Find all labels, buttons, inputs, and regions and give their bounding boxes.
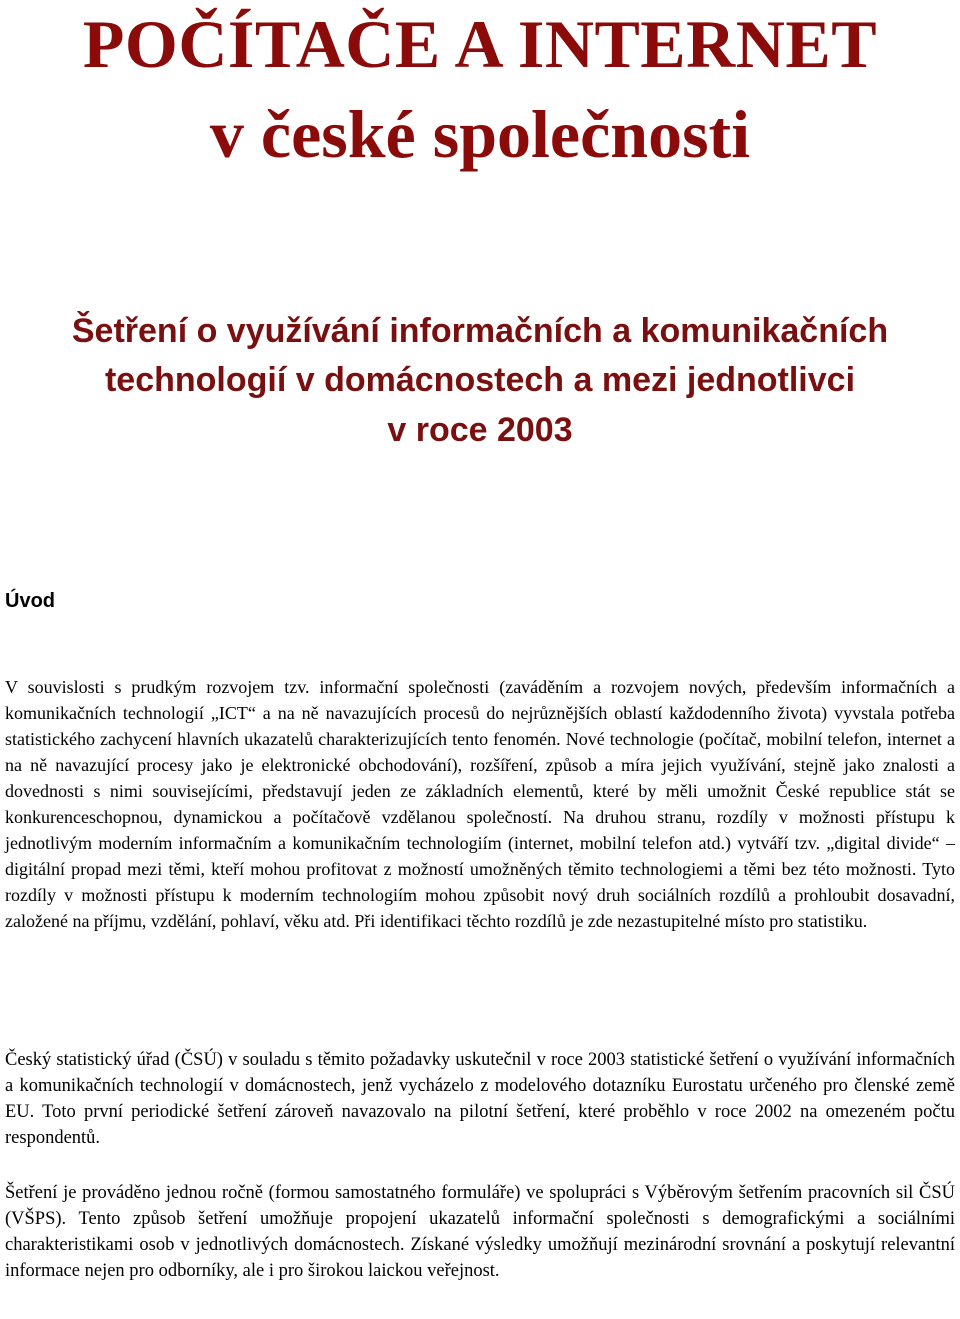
document-subtitle-line-3: v roce 2003 xyxy=(387,411,573,449)
document-title-line-2: v české společnosti xyxy=(209,96,751,172)
intro-paragraph: V souvislosti s prudkým rozvojem tzv. informační společnosti (zaváděním a rozvojem nových, především informačních a komunikačních technologií „ICT“ a na ně navazujících procesů do nejrůznějších oblastí každodenního života) vyvstala potřeba statistického zachycení hlavních ukazatelů charakterizujících tento fenomén. Nové technologie (počítač, mobilní telefon, internet a na ně navazující procesy jako je elektronické obchodování), rozšíření, způsob a míra jejich využívání, stejně jako znalosti a dovednosti s nimi souvisejícími, představují jeden ze základních elementů, které by měli umožnit České republice stát se konkurenceschopnou, dynamickou a počítačově vzdělanou společností. Na druhou stranu, rozdíly v možnosti přístupu k jednotlivým moderním informačním a komunikačním technologiím (internet, mobilní telefon atd.) vytváří tzv. „digital divide“ – digitální propad mezi těmi, kteří mohou profitovat z možností umožněných těmito technologiemi a těmi bez této možnosti. Tyto rozdíly v možnosti přístupu k moderním technologiím mohou způsobit nový druh sociálních rozdílů a prohloubit dosavadní, založené na příjmu, vzdělání, pohlaví, věku atd. Při identifikaci těchto rozdílů je zde nezastupitelné místo pro statistiku. xyxy=(5,677,955,931)
survey-method-paragraph: Šetření je prováděno jednou ročně (formou samostatného formuláře) ve spolupráci s Výběrovým šetřením pracovních sil ČSÚ (VŠPS). Tento způsob šetření umožňuje propojení ukazatelů informační společnosti s demografickými a sociálními charakteristikami osob v jednotlivých domácnostech. Získané výsledky umožňují mezinárodní srovnání a poskytují relevantní informace nejen pro odborníky, ale i pro širokou laickou veřejnost. xyxy=(5,1183,955,1281)
document-subtitle-line-1: Šetření o využívání informačních a komunikačních xyxy=(71,312,889,350)
document-title-line-1: POČÍTAČE A INTERNET xyxy=(82,6,878,82)
csu-survey-paragraph: Český statistický úřad (ČSÚ) v souladu s těmito požadavky uskutečnil v roce 2003 statistické šetření o využívání informačních a komunikačních technologií v domácnostech, jenž vycházelo z modelového dotazníku Eurostatu určeného pro členské země EU. Toto první periodické šetření zároveň navazovalo na pilotní šetření, které proběhlo v roce 2002 na omezeném počtu respondentů. xyxy=(5,1050,955,1148)
document-subtitle-line-2: technologií v domácnostech a mezi jednotlivci xyxy=(104,361,856,399)
section-heading: Úvod xyxy=(5,590,55,612)
